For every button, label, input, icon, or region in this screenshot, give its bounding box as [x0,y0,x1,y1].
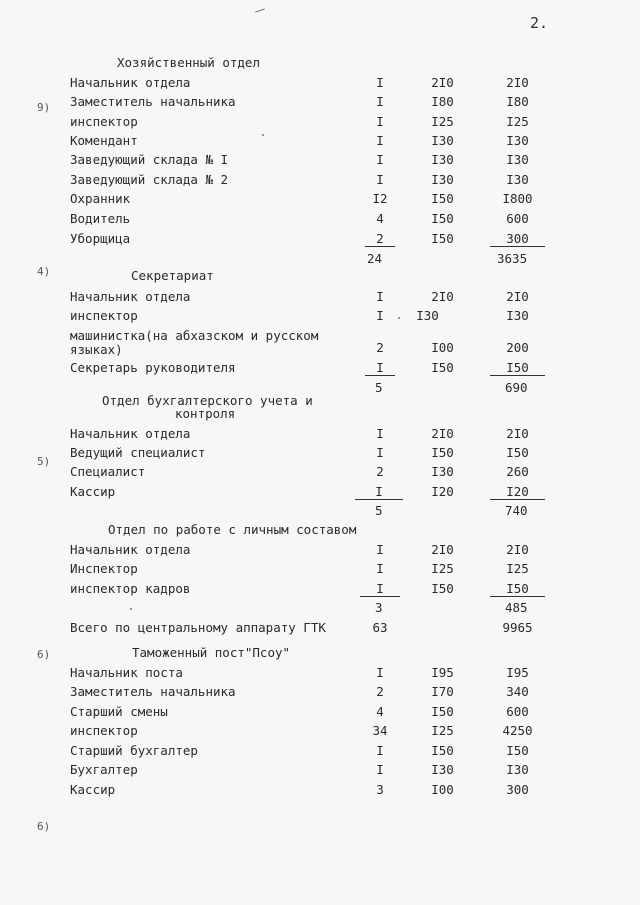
margin-mark: 6) [37,820,51,833]
table-row: Ведущий специалист I I50 I50 [70,445,529,460]
section-total-sum: 690 [505,380,528,395]
table-row: Кассир 3 I00 300 [70,782,529,797]
section-title-line-2: контроля [175,406,236,421]
table-row: Начальник поста I I95 I95 [70,665,529,680]
table-row: Водитель 4 I50 600 [70,211,529,226]
page-number: 2. [530,14,549,32]
table-row: Заведующий склада № 2 I I30 I30 [70,172,529,187]
table-row: Заведующий склада № I I I30 I30 [70,152,529,167]
section-total-count: 3 [375,600,383,615]
table-row: инспектор 34 I25 4250 [70,723,533,738]
speck [398,317,400,319]
section-total-sum: 485 [505,600,528,615]
table-row: Старший бухгалтер I I50 I50 [70,743,529,758]
margin-mark: 4) [37,265,51,278]
table-row: машинистка(на абхазском и русском языках) 2 I00 200 [70,328,529,357]
table-row: Инспектор I I25 I25 [70,561,529,576]
table-row: Секретарь руководителя I I50 I50 [0,360,640,378]
table-row: Начальник отдела I 2I0 2I0 [70,426,529,441]
section-total-sum: 740 [505,503,528,518]
margin-mark: 6) [37,648,51,661]
table-row: Начальник отдела I 2I0 2I0 [70,542,529,557]
table-row: Начальник отдела I 2I0 2I0 [70,75,529,90]
table-row: Охранник I2 I50 I800 [70,191,533,206]
table-row: Заместитель начальника 2 I70 340 [70,684,529,699]
margin-mark: 9) [37,101,51,114]
section-title: Хозяйственный отдел [117,55,260,70]
table-row: Комендант I I30 I30 [70,133,529,148]
table-row: инспектор I I25 I25 [70,114,529,129]
section-total-count: 5 [375,503,383,518]
table-row: инспектор кадров I I50 I50 [0,581,640,599]
section-total-count: 5 [375,380,383,395]
margin-mark: 5) [37,455,51,468]
table-row: Начальник отдела I 2I0 2I0 [70,289,529,304]
section-total-sum: 3635 [497,251,528,266]
table-row: Бухгалтер I I30 I30 [70,762,529,777]
table-row: Кассир I I20 I20 [0,484,640,502]
speck [130,608,132,610]
table-row: Специалист 2 I30 260 [70,464,529,479]
pen-mark [255,8,265,12]
grand-total-row: Всего по центральному аппарату ГТК 63 9965 [70,620,533,635]
table-row: инспектор I I30 I30 [70,308,529,323]
table-row: Уборщица 2 I50 300 [0,231,640,249]
section-title: Секретариат [131,268,214,283]
table-row: Заместитель начальника I I80 I80 [70,94,529,109]
speck [262,134,264,136]
table-row: Старший смены 4 I50 600 [70,704,529,719]
section-title: Отдел бухгалтерского учета и [102,393,313,408]
section-title: Отдел по работе с личным составом [108,522,357,537]
section-total-count: 24 [367,251,383,266]
section-title: Таможенный пост"Псоу" [132,645,291,660]
